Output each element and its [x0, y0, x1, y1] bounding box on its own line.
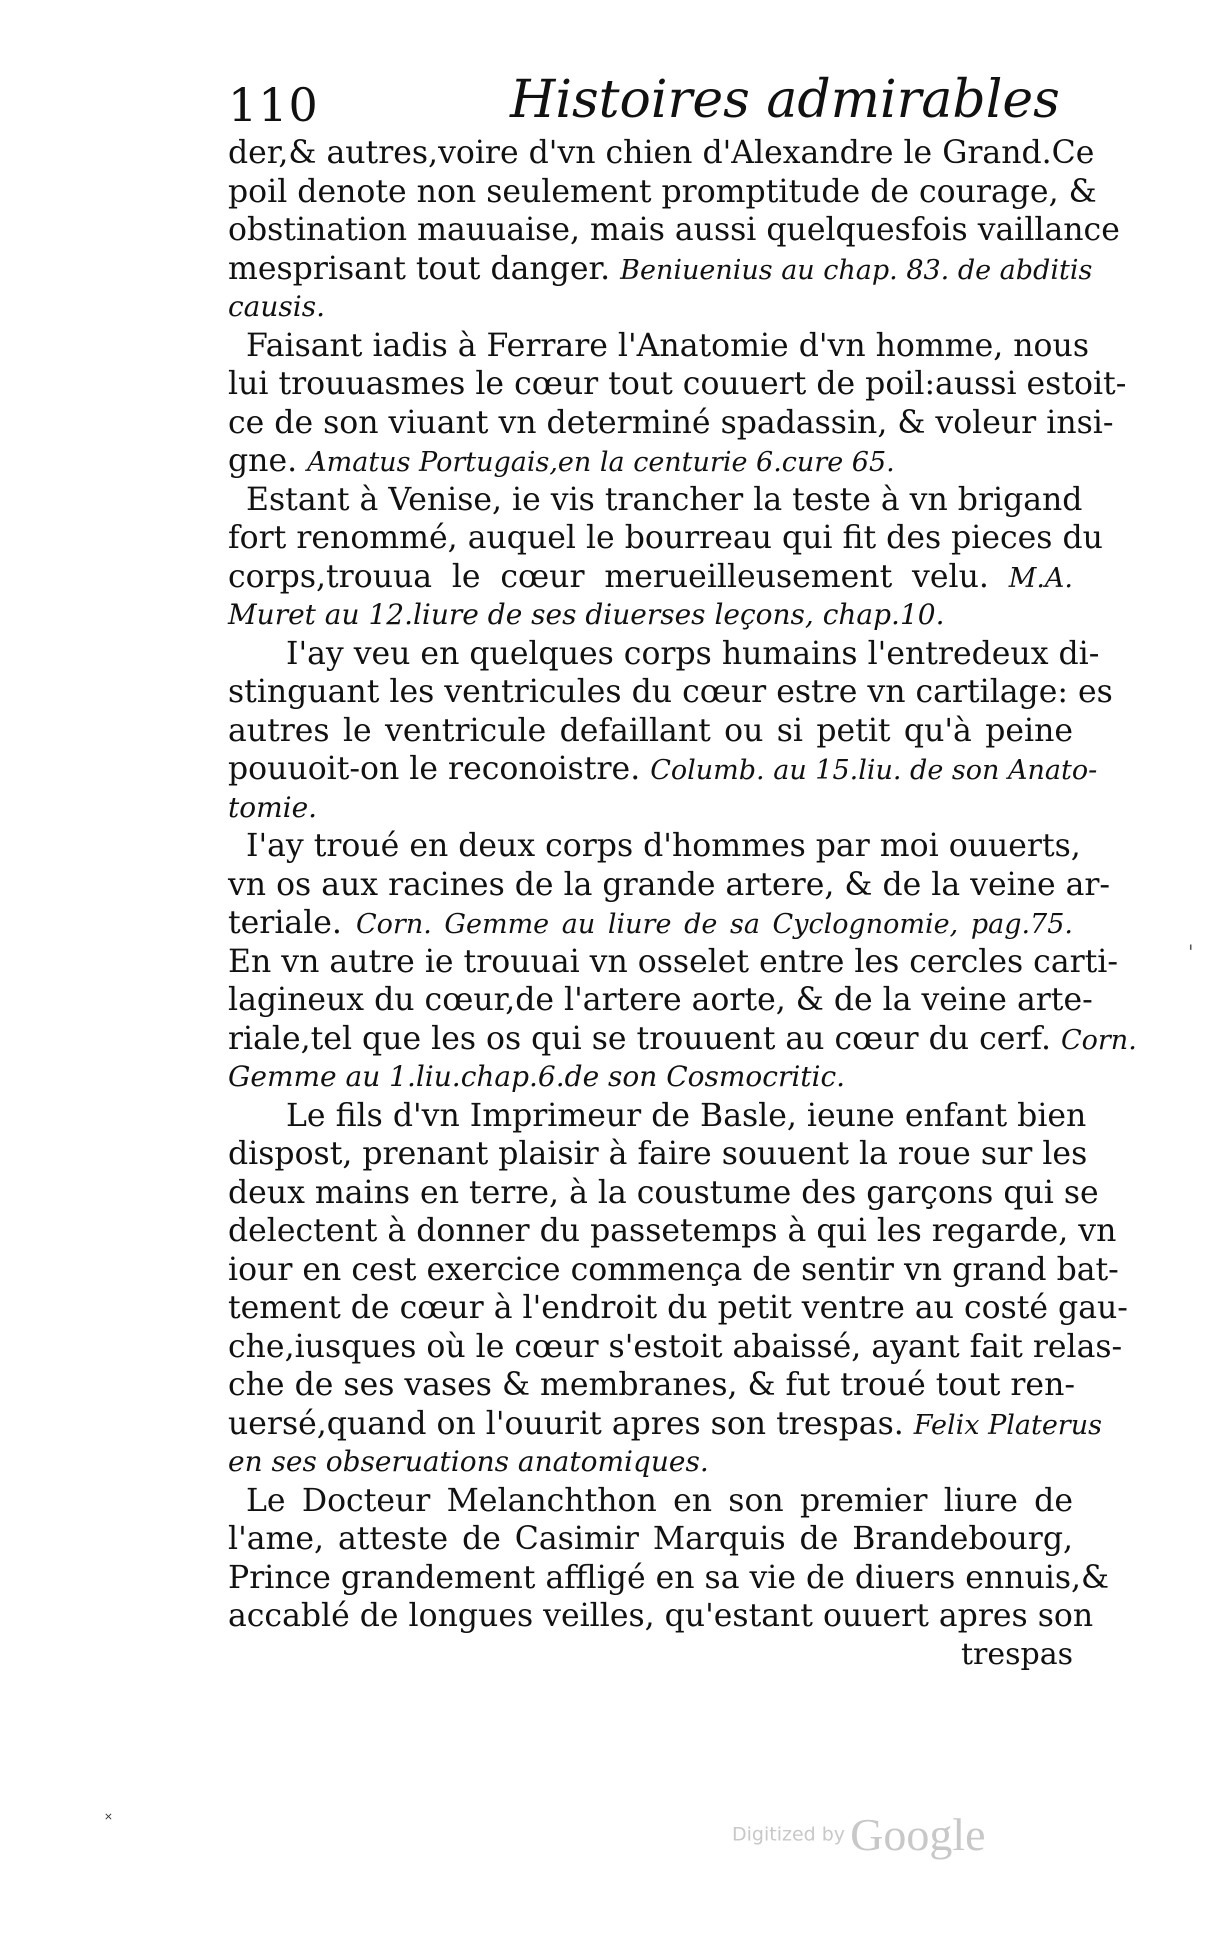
citation: Corn. Gemme au liure de sa Cyclognomie, pag.75.	[356, 909, 1074, 940]
text-line	[228, 827, 1081, 866]
digitized-watermark	[732, 1808, 986, 1861]
text-line	[228, 1135, 1088, 1174]
text-line	[228, 635, 1100, 674]
text-line	[228, 1289, 1128, 1328]
line-text: lui trouuasmes le cœur tout couuert de poil:aussi estoit-	[228, 366, 1127, 402]
line-text: accablé de longues veilles, qu'estant ouuert apres son	[228, 1598, 1094, 1634]
text-line	[228, 442, 1073, 481]
stray-ink-mark: ˟	[105, 1810, 112, 1831]
text-line	[228, 1212, 1117, 1251]
text-line	[228, 596, 1073, 635]
text-line	[228, 1251, 1119, 1290]
text-line	[228, 558, 1073, 597]
text-line	[228, 1482, 1073, 1521]
text-line	[228, 904, 1073, 943]
watermark-prefix: Digitized by	[732, 1823, 846, 1846]
text-line	[228, 519, 1103, 558]
margin-mark: '	[1188, 940, 1194, 964]
line-text: uersé,quand on l'ouurit apres son trespas.	[228, 1405, 904, 1442]
citation: Columb. au 15.liu. de son Anato-	[650, 755, 1098, 786]
line-text: der,& autres,voire d'vn chien d'Alexandre le Grand.Ce	[228, 135, 1095, 171]
line-text: stinguant les ventricules du cœur estre vn cartilage: es	[228, 674, 1113, 710]
line-text: Muret au 12.liure de ses diuerses leçons, chap.10.	[228, 598, 945, 631]
text-line	[228, 173, 1097, 212]
text-line	[228, 1405, 1102, 1444]
line-text: Gemme au 1.liu.chap.6.de son Cosmocritic.	[228, 1060, 846, 1093]
text-line	[228, 134, 1095, 173]
text-line	[228, 481, 1083, 520]
citation: Beniuenius au chap. 83. de abditis	[620, 254, 1093, 286]
line-text: teriale.	[228, 905, 342, 941]
line-text: Le fils d'vn Imprimeur de Basle, ieune enfant bien	[286, 1097, 1087, 1134]
line-text: tomie.	[228, 790, 318, 824]
line-text: riale,tel que les os qui se trouuent au cœur du cerf.	[228, 1020, 1051, 1057]
line-text: En vn autre ie trouuai vn osselet entre les cercles carti-	[228, 943, 1119, 980]
citation: M.A.	[1008, 562, 1074, 594]
line-text: l'ame, atteste de Casimir Marquis de Brandebourg,	[228, 1521, 1073, 1557]
text-line	[228, 365, 1127, 404]
citation: Corn.	[1060, 1024, 1137, 1056]
line-text: causis.	[228, 290, 326, 323]
line-text: poil denote non seulement promptitude de courage, &	[228, 173, 1097, 210]
line-text: fort renommé, auquel le bourreau qui fit des pieces du	[228, 520, 1103, 556]
text-line	[228, 673, 1113, 712]
line-text: Estant à Venise, ie vis trancher la teste à vn brigand	[246, 481, 1083, 518]
text-line	[228, 981, 1093, 1020]
text-line	[228, 1097, 1087, 1136]
text-line	[228, 211, 1120, 250]
text-body	[228, 134, 1137, 1674]
citation: Felix Platerus	[913, 1409, 1102, 1441]
text-line	[228, 250, 1093, 289]
line-text: dispost, prenant plaisir à faire souuent la roue sur les	[228, 1136, 1088, 1172]
line-text: tement de cœur à l'endroit du petit ventre au costé gau-	[228, 1290, 1128, 1326]
text-line	[228, 1058, 1073, 1097]
line-text: corps,trouua le cœur merueilleusement velu.	[228, 558, 989, 595]
line-text: obstination mauuaise, mais aussi quelquesfois vaillance	[228, 212, 1120, 248]
line-text: iour en cest exercice commença de sentir vn grand bat-	[228, 1251, 1119, 1288]
line-text: ce de son viuant vn determiné spadassin, & voleur insi-	[228, 404, 1114, 441]
line-text: Faisant iadis à Ferrare l'Anatomie d'vn homme, nous	[246, 327, 1089, 364]
line-text: gne.	[228, 443, 298, 479]
line-text: mesprisant tout danger.	[228, 250, 611, 287]
line-text: trespas	[960, 1636, 1073, 1672]
text-line	[228, 943, 1119, 982]
text-line	[228, 1174, 1099, 1213]
text-line	[228, 404, 1114, 443]
text-line	[228, 288, 1073, 327]
text-line	[228, 1597, 1094, 1636]
running-title: Histoires admirables	[510, 70, 1060, 130]
text-line	[228, 712, 1073, 751]
line-text: che de ses vases & membranes, & fut troué tout ren-	[228, 1367, 1076, 1403]
line-text: delectent à donner du passetemps à qui les regarde, vn	[228, 1213, 1117, 1249]
text-line	[228, 750, 1098, 789]
text-line	[228, 1636, 1073, 1675]
line-text: Prince grandement affligé en sa vie de diuers ennuis,&	[228, 1559, 1110, 1596]
text-line	[228, 866, 1111, 905]
text-line	[228, 1443, 1073, 1482]
text-line	[228, 1520, 1073, 1559]
line-text: che,iusques où le cœur s'estoit abaissé, ayant fait relas-	[228, 1328, 1123, 1365]
line-text: autres le ventricule defaillant ou si petit qu'à peine	[228, 712, 1073, 749]
page-header	[228, 70, 1078, 140]
line-text: vn os aux racines de la grande artere, & de la veine ar-	[228, 866, 1111, 903]
page-number: 110	[228, 78, 319, 132]
line-text: lagineux du cœur,de l'artere aorte, & de la veine arte-	[228, 982, 1093, 1018]
line-text: I'ay veu en quelques corps humains l'entredeux di-	[286, 635, 1100, 672]
google-logo: Google	[850, 1809, 986, 1860]
text-line	[228, 327, 1089, 366]
line-text: I'ay troué en deux corps d'hommes par moi ouuerts,	[246, 828, 1081, 864]
citation: Amatus Portugais,en la centurie 6.cure 65.	[307, 447, 895, 478]
text-line	[228, 1559, 1110, 1598]
line-text: pouuoit-on le reconoistre.	[228, 751, 641, 787]
text-line	[228, 1020, 1137, 1059]
line-text: deux mains en terre, à la coustume des garçons qui se	[228, 1174, 1099, 1211]
text-line	[228, 789, 1073, 828]
line-text: en ses obseruations anatomiques.	[228, 1445, 709, 1478]
line-text: Le Docteur Melanchthon en son premier liure de	[246, 1482, 1073, 1519]
text-line	[228, 1328, 1123, 1367]
text-line	[228, 1366, 1076, 1405]
